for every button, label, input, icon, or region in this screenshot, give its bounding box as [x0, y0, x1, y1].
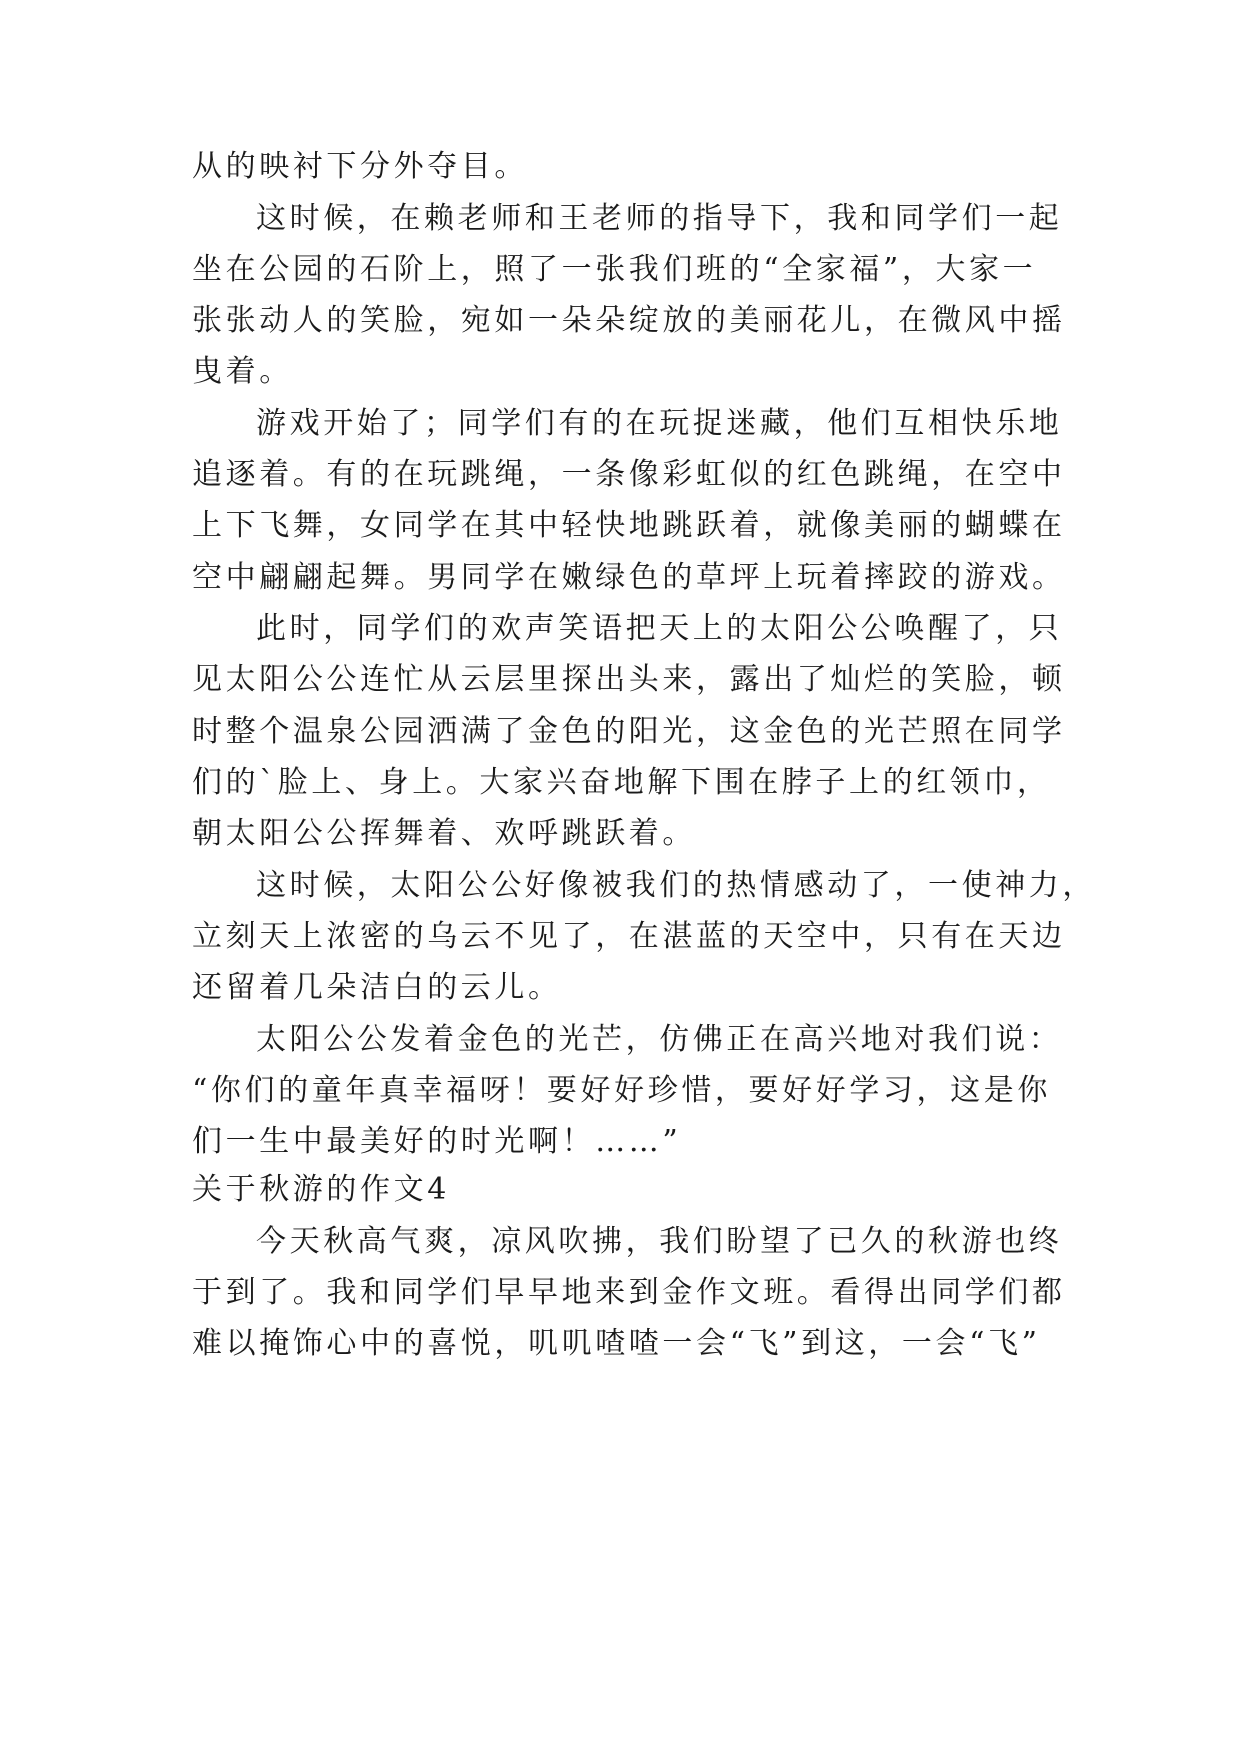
paragraph-start-line: 这时候，太阳公公好像被我们的热情感动了，一使神力，	[256, 868, 1096, 903]
text-line: 上下飞舞，女同学在其中轻快地跳跃着，就像美丽的蝴蝶在	[192, 508, 1066, 543]
text-line: 时整个温泉公园洒满了金色的阳光，这金色的光芒照在同学	[192, 714, 1066, 749]
text-line: 从的映衬下分外夺目。	[192, 149, 528, 184]
paragraph-start-line: 游戏开始了；同学们有的在玩捉迷藏，他们互相快乐地	[256, 406, 1063, 441]
paragraph-start-line: 这时候，在赖老师和王老师的指导下，我和同学们一起	[256, 201, 1063, 236]
text-line: 见太阳公公连忙从云层里探出头来，露出了灿烂的笑脸，顿	[192, 662, 1066, 697]
text-line: 立刻天上浓密的乌云不见了，在湛蓝的天空中，只有在天边	[192, 919, 1066, 954]
text-line: 追逐着。有的在玩跳绳，一条像彩虹似的红色跳绳，在空中	[192, 457, 1066, 492]
text-line: 朝太阳公公挥舞着、欢呼跳跃着。	[192, 816, 696, 851]
paragraph-start-line: 今天秋高气爽，凉风吹拂，我们盼望了已久的秋游也终	[256, 1224, 1063, 1259]
text-line: 曳着。	[192, 354, 293, 389]
section-heading: 关于秋游的作文4	[192, 1172, 450, 1207]
text-line: 难以掩饰心中的喜悦，叽叽喳喳一会“飞”到这，一会“飞”	[192, 1326, 1041, 1361]
paragraph-start-line: 太阳公公发着金色的光芒，仿佛正在高兴地对我们说：	[256, 1022, 1063, 1057]
text-line: 张张动人的笑脸，宛如一朵朵绽放的美丽花儿，在微风中摇	[192, 303, 1066, 338]
text-line: 们的`脸上、身上。大家兴奋地解下围在脖子上的红领巾，	[192, 765, 1051, 800]
text-line: 们一生中最美好的时光啊！……”	[192, 1124, 682, 1159]
text-line: 坐在公园的石阶上，照了一张我们班的“全家福”，大家一	[192, 252, 1037, 287]
text-line: 空中翩翩起舞。男同学在嫩绿色的草坪上玩着摔跤的游戏。	[192, 560, 1066, 595]
text-line: 于到了。我和同学们早早地来到金作文班。看得出同学们都	[192, 1275, 1066, 1310]
paragraph-start-line: 此时，同学们的欢声笑语把天上的太阳公公唤醒了，只	[256, 611, 1063, 646]
text-line: 还留着几朵洁白的云儿。	[192, 970, 562, 1005]
text-line: “你们的童年真幸福呀！要好好珍惜，要好好学习，这是你	[192, 1073, 1051, 1108]
